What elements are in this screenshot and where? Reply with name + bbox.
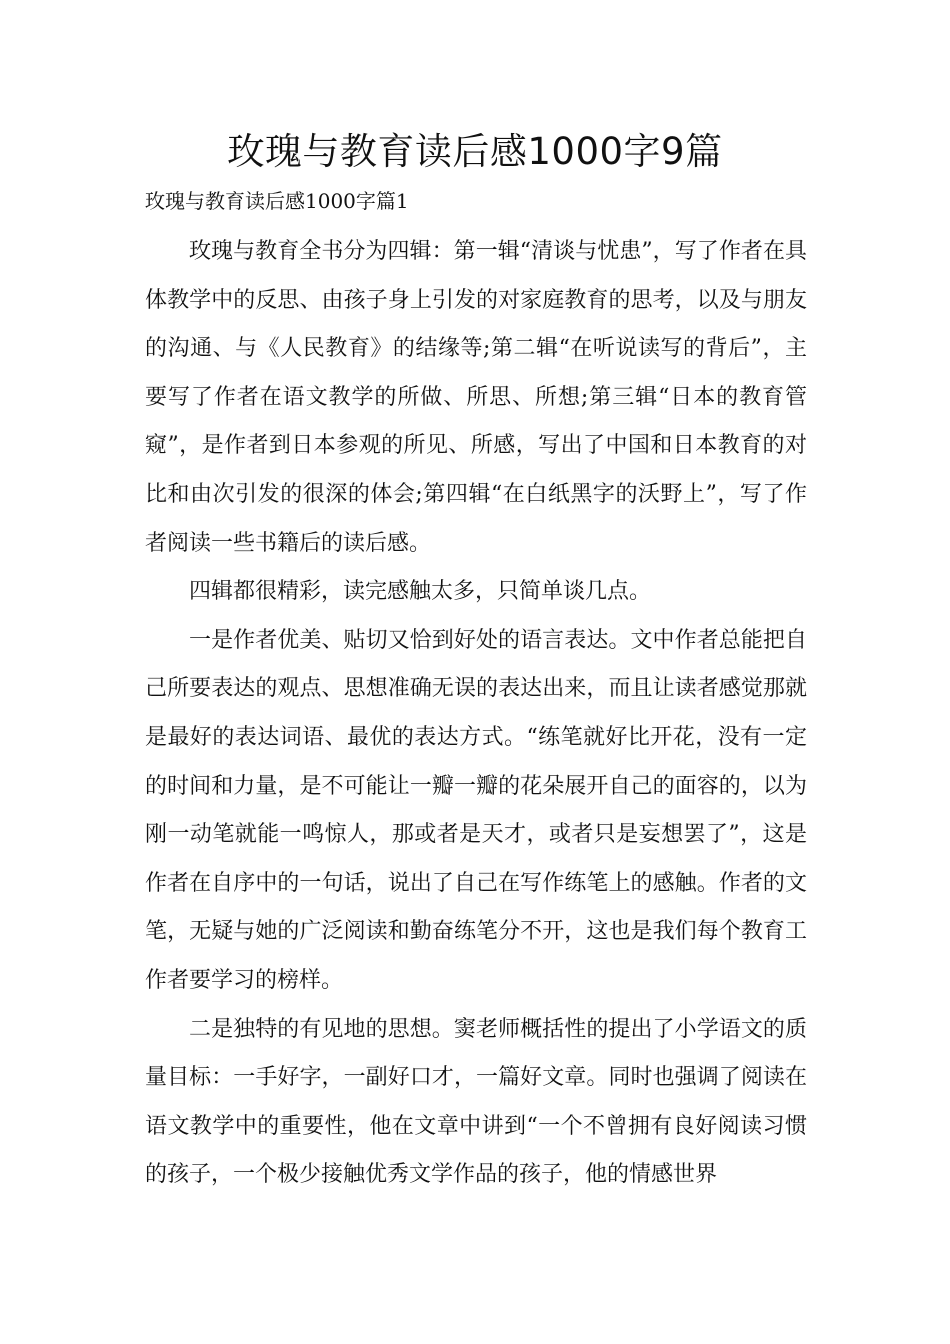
paragraph: 玫瑰与教育全书分为四辑：第一辑“清谈与忧患”，写了作者在具体教学中的反思、由孩子身上引发的对家庭教育的思考，以及与朋友的沟通、与《人民教育》的结缘等;第二辑“在听说读写的背后”，主要写了作者在语文教学的所做、所思、所想;第三辑“日本的教育管窥”，是作者到日本参观的所见、所感，写出了中国和日本教育的对比和由次引发的很深的体会;第四辑“在白纸黑字的沃野上”，写了作者阅读一些书籍后的读后感。 <box>145 239 807 556</box>
paragraph: 一是作者优美、贴切又恰到好处的语言表达。文中作者总能把自己所要表达的观点、思想准确无误的表达出来，而且让读者感觉那就是最好的表达词语、最优的表达方式。“练笔就好比开花，没有一定的时间和力量，是不可能让一瓣一瓣的花朵展开自己的面容的，以为刚一动笔就能一鸣惊人，那或者是天才，或者只是妄想罢了”，这是作者在自序中的一句话，说出了自己在写作练笔上的感触。作者的文笔，无疑与她的广泛阅读和勤奋练笔分不开，这也是我们每个教育工作者要学习的榜样。 <box>145 627 807 993</box>
paragraph: 四辑都很精彩，读完感触太多，只简单谈几点。 <box>189 579 652 605</box>
document-title: 玫瑰与教育读后感1000字9篇 <box>227 130 723 173</box>
paragraph: 二是独特的有见地的思想。窦老师概括性的提出了小学语文的质量目标：一手好字，一副好口才，一篇好文章。同时也强调了阅读在语文教学中的重要性，他在文章中讲到“一个不曾拥有良好阅读习惯的孩子，一个极少接触优秀文学作品的孩子，他的情感世界 <box>145 1016 807 1188</box>
document-body <box>145 228 807 1200</box>
section-heading: 玫瑰与教育读后感1000字篇1 <box>145 189 409 213</box>
